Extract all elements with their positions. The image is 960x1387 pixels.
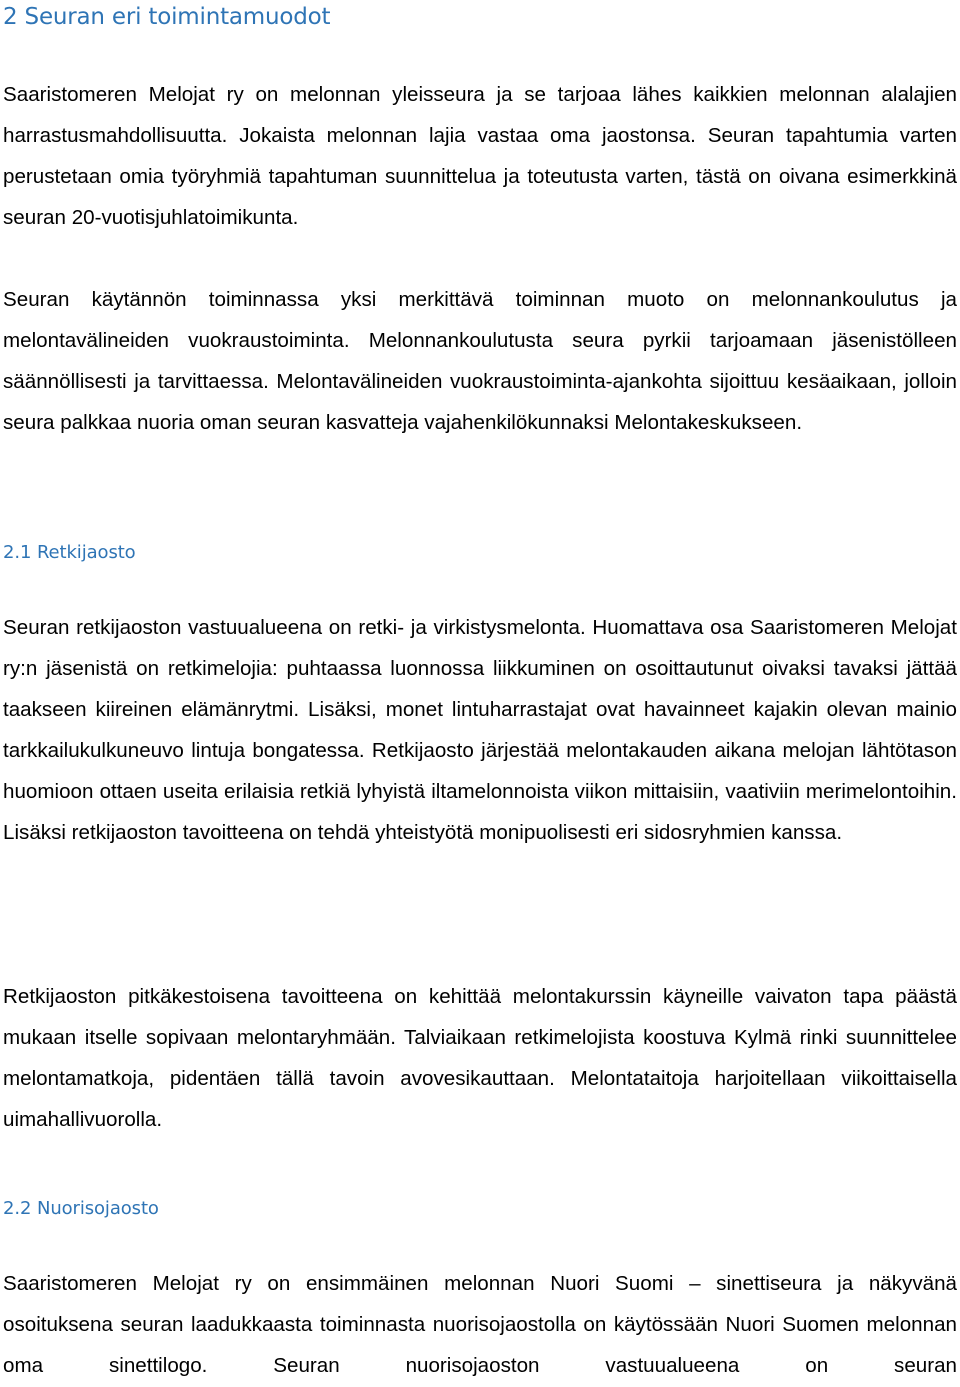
retkijaosto-paragraph-2: Retkijaoston pitkäkestoisena tavoitteena on kehittää melontakurssin käyneille vaivaton tapa päästä mukaan itselle sopivaan melontaryhmään. Talviaikaan retkimelojista koostuva Kylmä rinki suunnittelee melontamatkoja, pidentäen tällä tavoin avovesikauttaan. Melontataitoja harjoitellaan viikoittaisella uimahallivuorolla. [3,985,957,1131]
section-paragraph-2: Seuran käytännön toiminnassa yksi merkittävä toiminnan muoto on melonnankoulutus ja melontavälineiden vuokraustoiminta. Melonnankoulutusta seura pyrkii tarjoamaan jäsenistölleen säännöllisesti ja tarvittaessa. Melontavälineiden vuokraustoiminta-ajankohta sijoittuu kesäaikaan, jolloin seura palkkaa nuoria oman seuran kasvatteja vajahenkilökunnaksi Melontakeskukseen. [3,288,957,434]
nuorisojaosto-paragraph-1: Saaristomeren Melojat ry on ensimmäinen melonnan Nuori Suomi – sinettiseura ja näkyvänä osoituksena seuran laadukkaasta toiminnasta nuorisojaostolla on käytössään Nuori Suomen melonnan oma sinettilogo. Seuran nuorisojaoston vastuualueena on seuran [3,1272,957,1377]
section-paragraph-1: Saaristomeren Melojat ry on melonnan yleisseura ja se tarjoaa lähes kaikkien melonnan alalajien harrastusmahdollisuutta. Jokaista melonnan lajia vastaa oma jaostonsa. Seuran tapahtumia varten perustetaan omia työryhmiä tapahtuman suunnittelua ja toteutusta varten, tästä on oivana esimerkkinä seuran 20-vuotisjuhlatoimikunta. [3,83,957,229]
section-heading: 2 Seuran eri toimintamuodot [3,4,331,30]
subsection-heading-nuorisojaosto: 2.2 Nuorisojaosto [3,1198,159,1219]
subsection-heading-retkijaosto: 2.1 Retkijaosto [3,542,136,563]
retkijaosto-paragraph-1: Seuran retkijaoston vastuualueena on retki- ja virkistysmelonta. Huomattava osa Saaristomeren Melojat ry:n jäsenistä on retkimelojia: puhtaassa luonnossa liikkuminen on osoittautunut oivaksi tavaksi jättää taakseen kiireinen elämänrytmi. Lisäksi, monet lintuharrastajat ovat havainneet kajakin olevan mainio tarkkailukulkuneuvo lintuja bongatessa. Retkijaosto järjestää melontakauden aikana melojan lähtötason huomioon ottaen useita erilaisia retkiä lyhyistä iltamelonnoista viikon mittaisiin, vaativiin merimelontoihin. Lisäksi retkijaoston tavoitteena on tehdä yhteistyötä monipuolisesti eri sidosryhmien kanssa. [3,616,957,844]
